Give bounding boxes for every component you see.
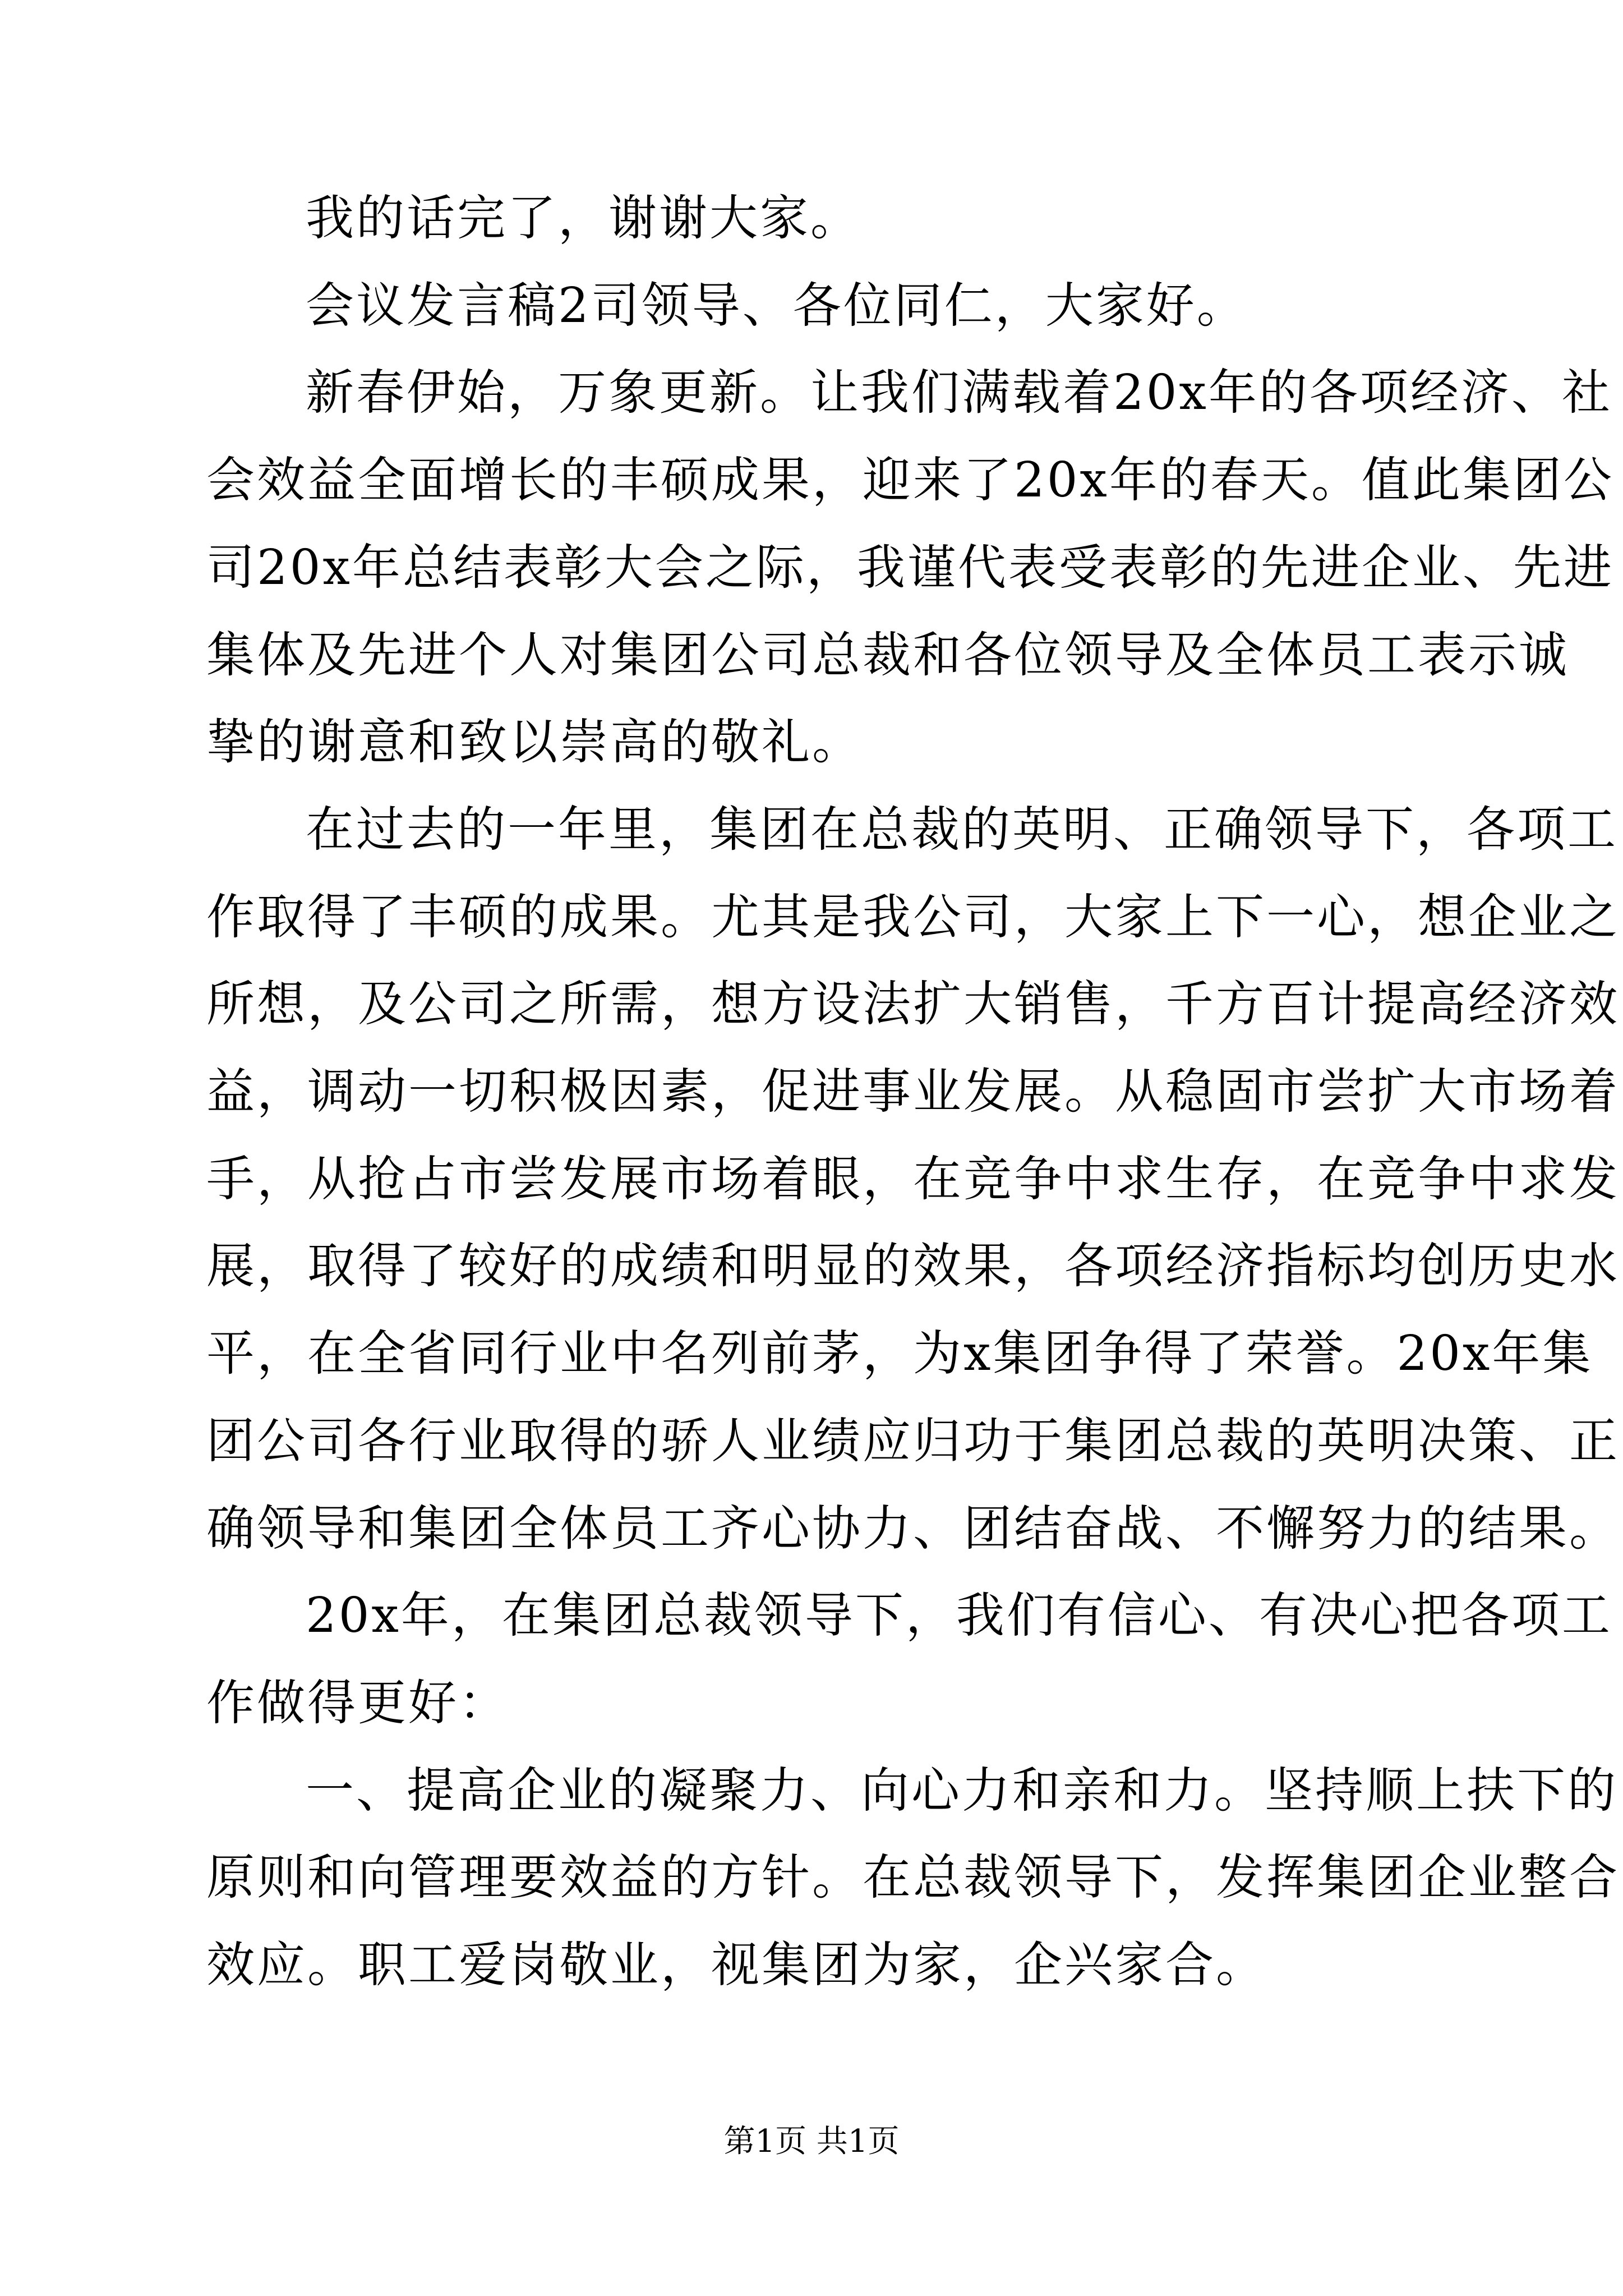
text-line: 会效益全面增长的丰硕成果，迎来了20x年的春天。值此集团公 bbox=[206, 452, 1614, 508]
text-line: 作取得了丰硕的成果。尤其是我公司，大家上下一心，想企业之 bbox=[206, 889, 1620, 945]
text-line: 司20x年总结表彰大会之际，我谨代表受表彰的先进企业、先进 bbox=[206, 540, 1614, 596]
text-line: 效应。职工爱岗敬业，视集团为家，企兴家合。 bbox=[206, 1937, 1266, 1993]
text-line: 会议发言稿2司领导、各位同仁，大家好。 bbox=[306, 278, 1247, 334]
text-line: 手，从抢占市尝发展市场着眼，在竞争中求生存，在竞争中求发 bbox=[206, 1151, 1620, 1207]
text-line: 集体及先进个人对集团公司总裁和各位领导及全体员工表示诚 bbox=[206, 627, 1569, 683]
text-line: 在过去的一年里，集团在总裁的英明、正确领导下，各项工 bbox=[306, 802, 1618, 858]
text-line: 20x年，在集团总裁领导下，我们有信心、有决心把各项工 bbox=[306, 1588, 1612, 1644]
text-line: 展，取得了较好的成绩和明显的效果，各项经济指标均创历史水 bbox=[206, 1238, 1620, 1294]
text-line: 作做得更好： bbox=[206, 1675, 509, 1731]
text-line: 益，调动一切积极因素，促进事业发展。从稳固市尝扩大市场着 bbox=[206, 1064, 1620, 1120]
page-number-footer: 第1页 共1页 bbox=[723, 2123, 900, 2160]
text-line: 团公司各行业取得的骄人业绩应归功于集团总裁的英明决策、正 bbox=[206, 1413, 1620, 1469]
text-line: 我的话完了，谢谢大家。 bbox=[306, 190, 861, 246]
text-line: 平，在全省同行业中名列前茅，为x集团争得了荣誉。20x年集 bbox=[206, 1326, 1593, 1382]
text-line: 一、提高企业的凝聚力、向心力和亲和力。坚持顺上扶下的 bbox=[306, 1763, 1618, 1819]
text-line: 挚的谢意和致以崇高的敬礼。 bbox=[206, 714, 863, 770]
text-line: 确领导和集团全体员工齐心协力、团结奋战、不懈努力的结果。 bbox=[206, 1501, 1620, 1557]
text-line: 新春伊始，万象更新。让我们满载着20x年的各项经济、社 bbox=[306, 365, 1612, 421]
text-line: 所想，及公司之所需，想方设法扩大销售，千方百计提高经济效 bbox=[206, 976, 1620, 1032]
text-line: 原则和向管理要效益的方针。在总裁领导下，发挥集团企业整合 bbox=[206, 1849, 1620, 1906]
